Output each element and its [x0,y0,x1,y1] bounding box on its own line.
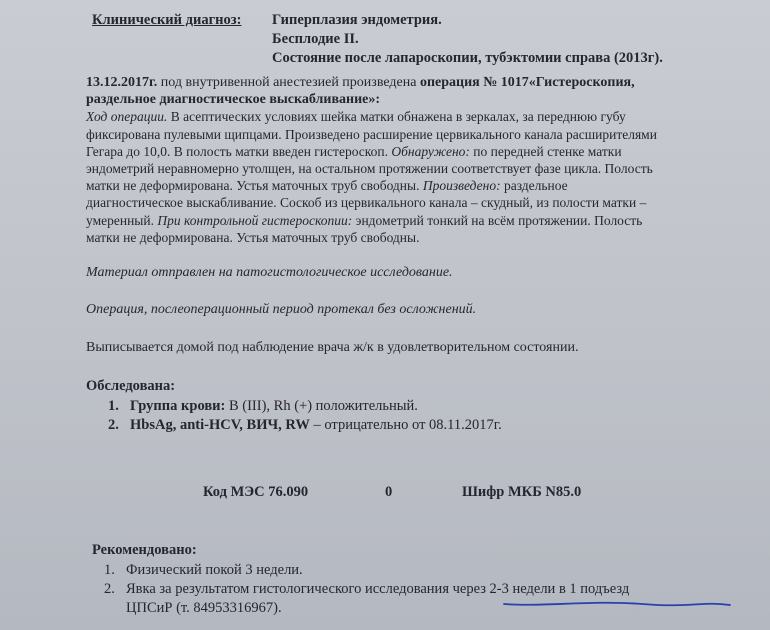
diagnosis-line-3: Состояние после лапароскопии, тубэктомии справа (2013г). [272,50,663,66]
operation-date: 13.12.2017г. [86,75,158,90]
postop-note: Операция, послеоперационный период протекал без осложнений. [86,302,477,317]
diagnosis-label: Клинический диагноз: [92,12,242,28]
mkb-code: Шифр МКБ N85.0 [462,484,582,500]
control-label: При контрольной гистероскопии: [157,212,353,228]
recommended-text-1: Физический покой 3 недели. [126,562,303,578]
course-text-5a: матки не деформирована. Устья маточных труб свободны. [86,178,420,194]
diagnosis-line-1: Гиперплазия эндометрия. [272,12,442,28]
operation-block [86,74,722,246]
code-zero: 0 [385,484,393,500]
course-text-7b: эндометрий тонкий на всём протяжении. Полость [355,212,643,228]
examined-heading: Обследована: [86,378,176,394]
course-text-3a: Гегара до 10,0. В полость матки введен гистероскоп. [86,143,388,159]
recommended-text-2: Явка за результатом гистологического исследования через 2-3 недели в 1 подъезд [126,581,630,597]
course-text-5b: раздельное [503,178,568,194]
recommended-item-2 [104,581,629,598]
course-text-1: В асептических условиях шейка матки обнажена в зеркалах, за переднюю губу [170,109,626,125]
list-number: 2. [108,417,119,433]
tests-value: – отрицательно от 08.11.2017г. [313,417,502,433]
blood-group-value: В (III), Rh (+) положительный. [228,398,418,414]
course-label: Ход операции. [86,109,168,125]
course-text-3b: по передней стенке матки [473,143,622,159]
diagnosis-line-2: Бесплодие II. [272,31,359,47]
found-label: Обнаружено: [391,143,470,159]
material-note: Материал отправлен на патогистологическое исследование. [86,265,453,280]
list-number: 1. [108,398,119,414]
recommended-item-1 [104,562,303,579]
course-text-8: матки не деформирована. Устья маточных труб свободны. [86,229,420,245]
recommended-text-2-cont: ЦПСиР (т. 84953316967). [126,600,282,616]
examined-item-2 [108,417,502,434]
course-text-2: фиксирована пулевыми щипцами. Произведено расширение цервикального канала расширителями [86,126,657,142]
examined-item-1 [108,398,418,415]
list-number: 1. [104,562,115,578]
mes-code: Код МЭС 76.090 [203,484,309,500]
recommended-heading: Рекомендовано: [92,542,197,558]
course-text-7a: умеренный. [86,212,154,228]
blood-group-label: Группа крови: [130,398,226,414]
discharge-note: Выписывается домой под наблюдение врача ж/к в удовлетворительном состоянии. [86,340,579,355]
course-text-4: эндометрий неравномерно утолщен, на остальном протяжении соответствует фазе цикла. Полость [86,161,653,177]
tests-label: HbsAg, anti-HCV, ВИЧ, RW [130,417,310,433]
course-text-6: диагностическое выскабливание. Соскоб из цервикального канала – скудный, из полости матки – [86,195,647,211]
operation-title: операция № 1017«Гистероскопия, [419,75,635,90]
operation-intro: под внутривенной анестезией произведена [160,75,417,90]
operation-title-cont: раздельное диагностическое выскабливание»: [86,92,381,108]
done-label: Произведено: [422,178,501,194]
list-number: 2. [104,581,115,597]
